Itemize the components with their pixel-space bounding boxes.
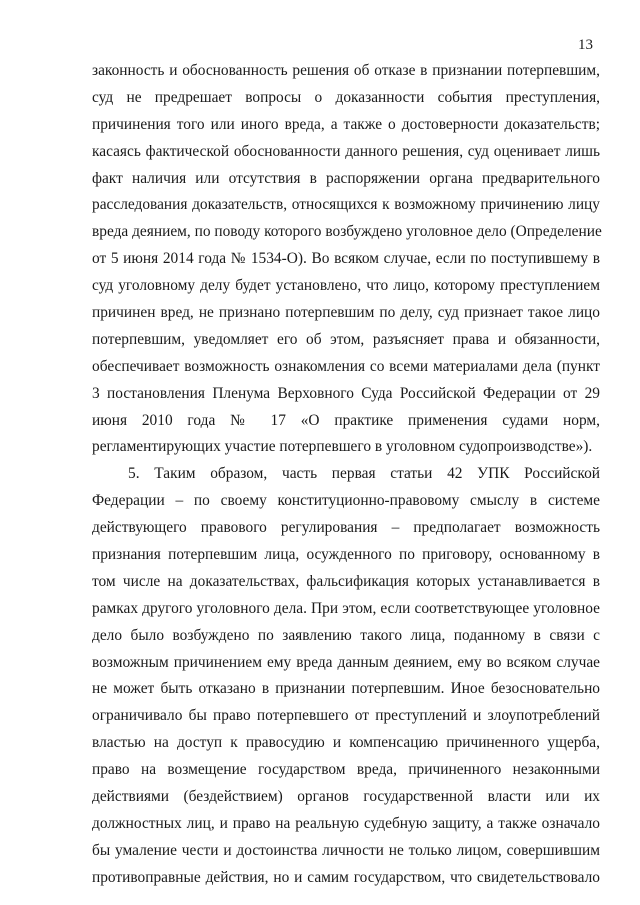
text-line: вреда деянием, по поводу которого возбуждено уголовное дело (Определение	[92, 223, 602, 241]
text-line: июня 2010 года № 17 «О практике применения судами норм,	[92, 411, 600, 429]
text-line: причинения того или иного вреда, а также о достоверности доказательств;	[92, 115, 600, 133]
text-line: Федерации – по своему конституционно-правовому смыслу в системе	[92, 492, 600, 510]
document-body	[92, 58, 600, 892]
text-line: право на возмещение государством вреда, причиненного незаконными	[92, 761, 600, 779]
text-line: том числе на доказательствах, фальсификация которых устанавливается в	[92, 572, 600, 590]
page-number: 13	[578, 37, 593, 53]
text-line: действиями (бездействием) органов государственной власти или их	[92, 788, 600, 806]
text-line: потерпевшим, уведомляет его об этом, разъясняет права и обязанности,	[92, 330, 600, 348]
text-line: касаясь фактической обоснованности данного решения, суд оценивает лишь	[92, 142, 600, 160]
text-line: не может быть отказано в признании потерпевшим. Иное безосновательно	[92, 680, 600, 698]
text-line: суд уголовному делу будет установлено, что лицо, которому преступлением	[92, 277, 600, 295]
text-line: действующего правового регулирования – предполагает возможность	[92, 519, 600, 537]
text-line: законность и обоснованность решения об отказе в признании потерпевшим,	[92, 62, 600, 79]
text-line: должностных лиц, и право на реальную судебную защиту, а также означало	[92, 814, 600, 832]
text-line: рамках другого уголовного дела. При этом, если соответствующее уголовное	[92, 599, 600, 617]
text-line: признания потерпевшим лица, осужденного по приговору, основанному в	[92, 546, 600, 564]
text-line: факт наличия или отсутствия в распоряжении органа предварительного	[92, 169, 600, 187]
text-line: бы умаление чести и достоинства личности не только лицом, совершившим	[92, 841, 600, 859]
text-line: от 5 июня 2014 года № 1534-О). Во всяком случае, если по поступившему в	[92, 250, 600, 268]
text-line: суд не предрешает вопросы о доказанности события преступления,	[92, 88, 600, 106]
text-line: причинен вред, не признано потерпевшим по делу, суд признает такое лицо	[92, 304, 600, 322]
text-line: расследования доказательств, относящихся к возможному причинению лицу	[92, 196, 600, 214]
text-line: регламентирующих участие потерпевшего в уголовном судопроизводстве»).	[92, 438, 593, 456]
text-line: возможным причинением ему вреда данным деянием, ему во всяком случае	[92, 653, 600, 671]
text-line: обеспечивает возможность ознакомления со всеми материалами дела (пункт	[92, 357, 600, 375]
text-line: противоправные действия, но и самим государством, что свидетельствовало	[92, 868, 600, 886]
text-line: 3 постановления Пленума Верховного Суда Российской Федерации от 29	[92, 384, 600, 402]
text-line: властью на доступ к правосудию и компенсацию причиненного ущерба,	[92, 734, 600, 752]
text-line: ограничивало бы право потерпевшего от преступлений и злоупотреблений	[92, 707, 600, 725]
text-line: дело было возбуждено по заявлению такого лица, поданному в связи с	[92, 626, 600, 644]
paragraph-start-line: 5. Таким образом, часть первая статьи 42 УПК Российской	[128, 465, 600, 483]
